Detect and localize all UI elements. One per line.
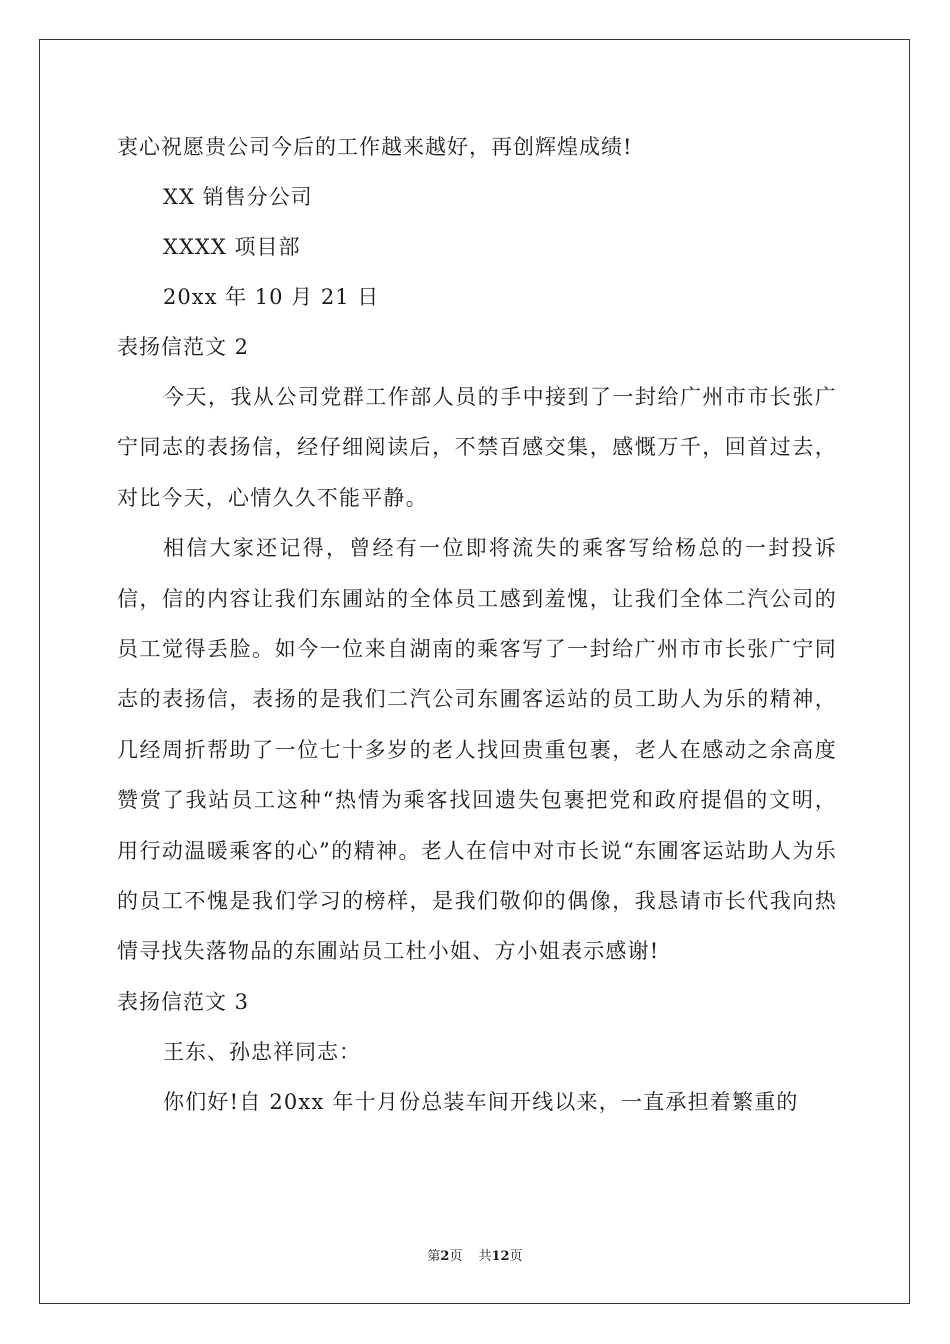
salutation: 王东、孙忠祥同志： (163, 1039, 361, 1064)
closing-wish: 衷心祝愿贵公司今后的工作越来越好，再创辉煌成绩! (117, 135, 633, 159)
document-body (117, 122, 837, 1127)
total-suffix: 页 (509, 1249, 523, 1264)
paragraph-2: 相信大家还记得，曾经有一位即将流失的乘客写给杨总的一封投诉信，信的内容让我们东圃站的全体员工感到羞愧，让我们全体二汽公司的员工觉得丢脸。如今一位来自湖南的乘客写了一封给广州市市长张广宁同志的表扬信，表扬的是我们二汽公司东圃客运站的员工助人为乐的精神，几经周折帮助了一位七十多岁的老人找回贵重包裹，老人在感动之余高度赞赏了我站员工这种“热情为乘客找回遗失包裹把党和政府提倡的文明，用行动温暖乘客的心”的精神。老人在信中对市长说“东圃客运站助人为乐的员工不愧是我们学习的榜样，是我们敬仰的偶像，我恳请市长代我向热情寻找失落物品的东圃站员工杜小姐、方小姐表示感谢! (117, 536, 837, 964)
signature-company: XX 销售分公司 (163, 185, 313, 209)
signature-department: XXXX 项目部 (163, 235, 301, 259)
page-suffix: 页 (449, 1249, 463, 1264)
total-pages: 12 (491, 1249, 510, 1264)
page-number: 2 (440, 1249, 450, 1264)
section-heading-2: 表扬信范文 2 (117, 335, 250, 359)
page-footer (0, 1245, 950, 1264)
total-prefix: 共 (478, 1249, 492, 1264)
section-heading-3: 表扬信范文 3 (117, 989, 250, 1014)
paragraph-3: 你们好!自 20xx 年十月份总装车间开线以来，一直承担着繁重的 (163, 1089, 799, 1114)
page-prefix: 第 (427, 1249, 441, 1264)
signature-date: 20xx 年 10 月 21 日 (163, 285, 380, 309)
paragraph-1: 今天，我从公司党群工作部人员的手中接到了一封给广州市市长张广宁同志的表扬信，经仔细阅读后，不禁百感交集，感慨万千，回首过去，对比今天，心情久久不能平静。 (117, 385, 837, 510)
